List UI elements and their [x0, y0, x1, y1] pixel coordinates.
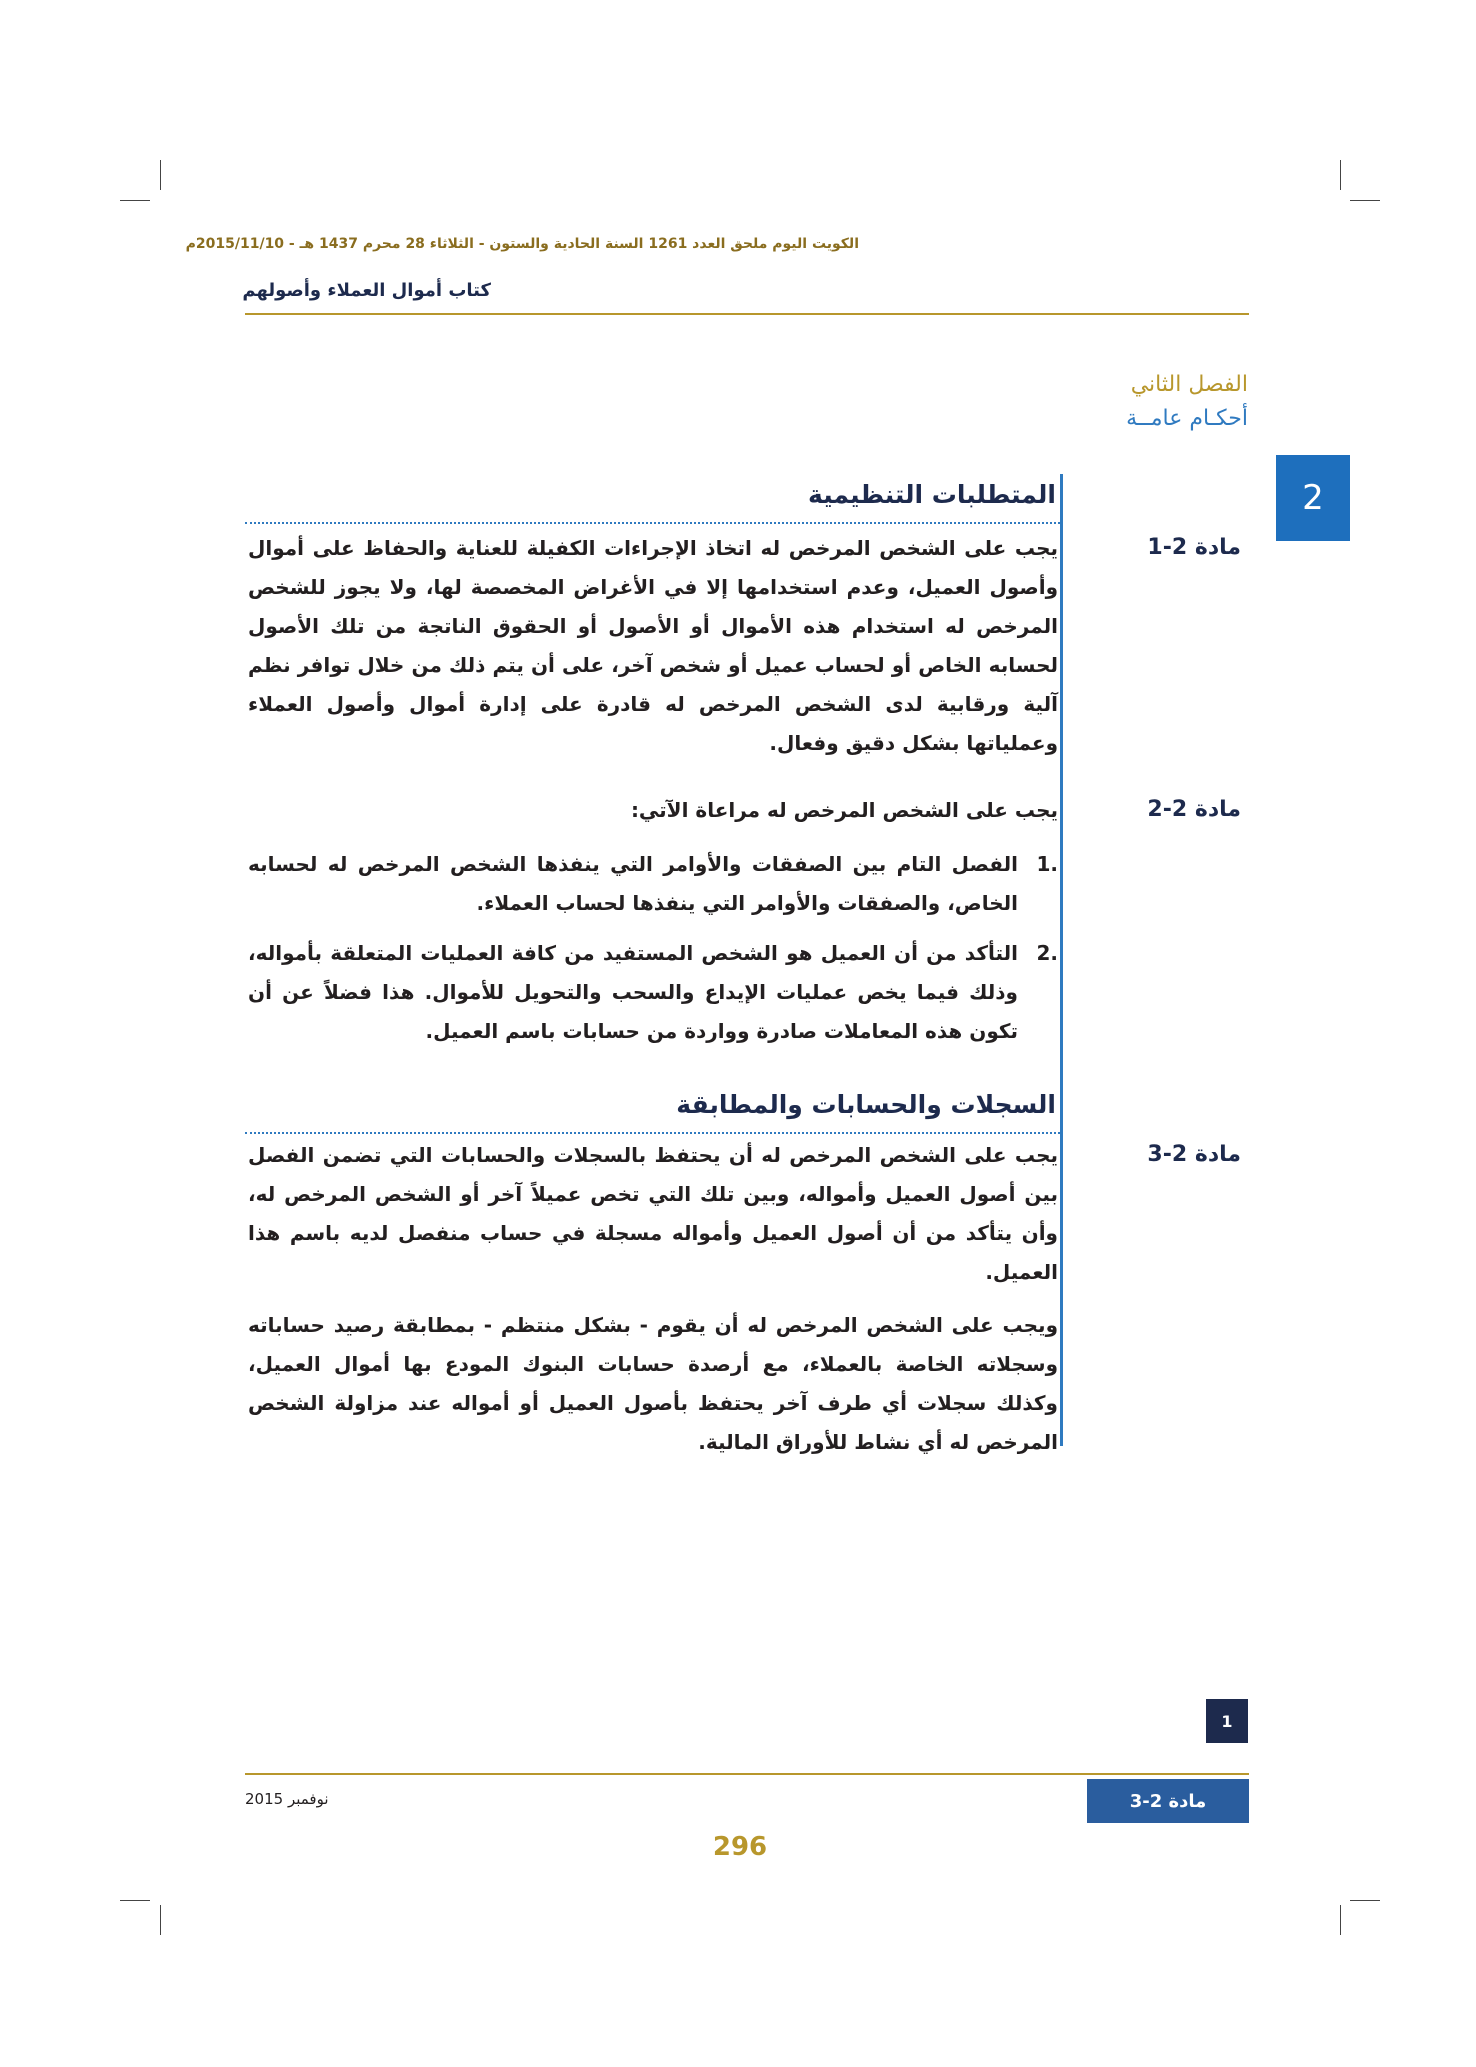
- crop-mark: [160, 160, 161, 190]
- gazette-header: الكويت اليوم ملحق العدد 1261 السنة الحادية والستون - الثلاثاء 28 محرم 1437 هـ - 2015/11/10م: [185, 236, 859, 252]
- crop-mark: [1350, 200, 1380, 201]
- list-item-text: الفصل التام بين الصفقات والأوامر التي ينفذها الشخص المرخص له لحسابه الخاص، والصفقات والأوامر التي ينفذها لحساب العملاء.: [248, 852, 1018, 915]
- page-badge: 1: [1206, 1699, 1248, 1743]
- chapter-subtitle: أحكـام عامــة: [1126, 406, 1248, 431]
- section-divider: [245, 522, 1060, 524]
- crop-mark: [160, 1905, 161, 1935]
- article-label: مادة 2-1: [1147, 535, 1241, 560]
- footer-article-tab: مادة 2-3: [1087, 1779, 1249, 1823]
- page-number: 296: [712, 1832, 768, 1862]
- header-rule: [245, 313, 1249, 315]
- crop-mark: [120, 1900, 150, 1901]
- list-number: .1: [1036, 852, 1058, 876]
- book-title: كتاب أموال العملاء وأصولهم: [242, 280, 491, 301]
- crop-mark: [1340, 1905, 1341, 1935]
- list-number: .2: [1036, 941, 1058, 965]
- crop-mark: [1340, 160, 1341, 190]
- footer-date: نوفمبر 2015: [245, 1790, 329, 1808]
- chapter-tab: 2: [1276, 455, 1350, 541]
- article-text-continued: ويجب على الشخص المرخص له أن يقوم - بشكل منتظم - بمطابقة رصيد حساباته وسجلاته الخاصة بالعملاء، مع أرصدة حسابات البنوك المودع بها أموال العميل، وكذلك سجلات أي طرف آخر يحتفظ بأصول العميل أو أمواله عند مزاولة الشخص المرخص له أي نشاط للأوراق المالية.: [248, 1313, 1058, 1454]
- article-label: مادة 2-3: [1147, 1142, 1241, 1167]
- article-text: يجب على الشخص المرخص له اتخاذ الإجراءات الكفيلة للعناية والحفاظ على أموال وأصول العميل، وعدم استخدامها إلا في الأغراض المخصصة لها، ولا يجوز للشخص المرخص له استخدام هذه الأموال أو الأصول أو الحقوق الناتجة من تلك الأصول لحسابه الخاص أو لحساب عميل أو شخص آخر، على أن يتم ذلك من خلال توافر نظم آلية ورقابية لدى الشخص المرخص له قادرة على إدارة أموال وأصول العملاء وعملياتها بشكل دقيق وفعال.: [248, 536, 1058, 755]
- list-item-text: التأكد من أن العميل هو الشخص المستفيد من كافة العمليات المتعلقة بأمواله، وذلك فيما يخص عمليات الإيداع والسحب والتحويل للأموال. هذا فضلاً عن أن تكون هذه المعاملات صادرة وواردة من حسابات باسم العميل.: [248, 941, 1018, 1043]
- content-vertical-bar: [1060, 474, 1063, 1446]
- crop-mark: [1350, 1900, 1380, 1901]
- section-divider: [245, 1132, 1060, 1134]
- crop-mark: [120, 200, 150, 201]
- footer-rule: [245, 1773, 1249, 1775]
- chapter-title: الفصل الثاني: [1130, 372, 1248, 397]
- article-text: يجب على الشخص المرخص له أن يحتفظ بالسجلات والحسابات التي تضمن الفصل بين أصول العميل وأمواله، وبين تلك التي تخص عميلاً آخر أو الشخص المرخص له، وأن يتأكد من أن أصول العميل وأمواله مسجلة في حساب منفصل لديه باسم هذا العميل.: [248, 1143, 1058, 1284]
- section-title: السجلات والحسابات والمطابقة: [676, 1090, 1056, 1119]
- article-label: مادة 2-2: [1147, 797, 1241, 822]
- section-title: المتطلبات التنظيمية: [808, 480, 1056, 509]
- article-text: يجب على الشخص المرخص له مراعاة الآتي:: [630, 798, 1058, 822]
